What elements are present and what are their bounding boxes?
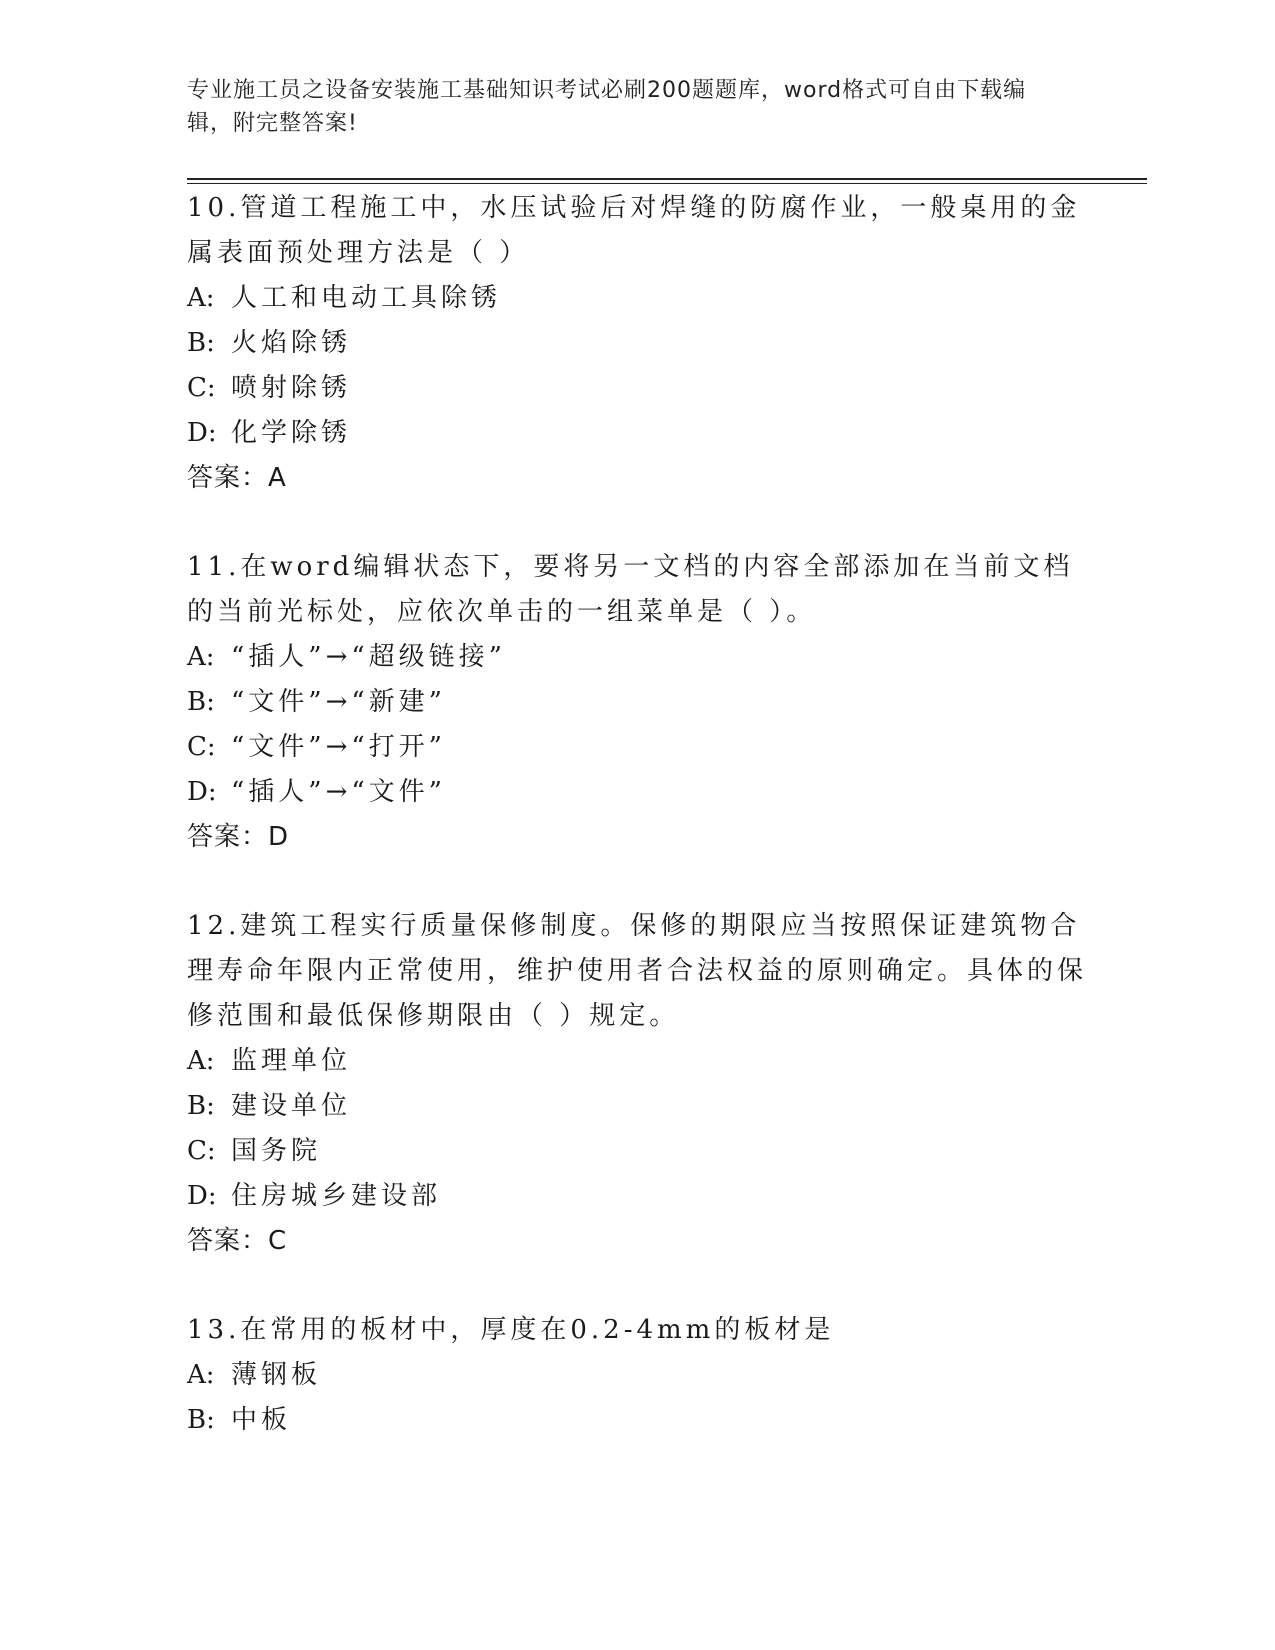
question-13 <box>187 1308 1087 1443</box>
answer-line: 答案：C <box>187 1226 288 1256</box>
option-text: 监理单位 <box>231 1046 352 1076</box>
option-a <box>187 1353 1087 1398</box>
option-a <box>187 1039 1087 1084</box>
question-stem: 13.在常用的板材中，厚度在0.2-4mm的板材是 <box>187 1315 835 1345</box>
option-text: “文件”→“新建” <box>231 687 446 717</box>
question-10 <box>187 186 1087 501</box>
document-header: 专业施工员之设备安装施工基础知识考试必刷200题题库，word格式可自由下载编辑，附完整答案! <box>187 78 1027 136</box>
option-b <box>187 680 1087 725</box>
option-letter: B: <box>187 1091 215 1121</box>
option-text: 人工和电动工具除锈 <box>231 283 502 313</box>
option-d <box>187 411 1087 456</box>
option-text: 住房城乡建设部 <box>231 1181 442 1211</box>
option-text: 火焰除锈 <box>231 328 352 358</box>
option-letter: A: <box>187 1046 215 1076</box>
option-letter: A: <box>187 642 215 672</box>
option-letter: B: <box>187 1405 215 1435</box>
option-letter: C: <box>187 373 216 403</box>
question-11 <box>187 545 1087 860</box>
option-text: “插人”→“文件” <box>231 777 446 807</box>
option-text: 喷射除锈 <box>231 373 352 403</box>
option-letter: B: <box>187 687 215 717</box>
option-b <box>187 1084 1087 1129</box>
option-c <box>187 1129 1087 1174</box>
option-letter: A: <box>187 283 215 313</box>
option-text: 薄钢板 <box>231 1360 322 1390</box>
question-spacer <box>187 501 1087 545</box>
question-stem: 12.建筑工程实行质量保修制度。保修的期限应当按照保证建筑物合理寿命年限内正常使用，维护使用者合法权益的原则确定。具体的保修范围和最低保修期限由（ ）规定。 <box>187 911 1088 1031</box>
option-letter: C: <box>187 1136 216 1166</box>
header-divider <box>187 178 1147 184</box>
option-text: “文件”→“打开” <box>231 732 446 762</box>
option-d <box>187 1174 1087 1219</box>
question-spacer <box>187 1264 1087 1308</box>
option-text: “插人”→“超级链接” <box>231 642 506 672</box>
answer-line: 答案：A <box>187 463 287 493</box>
option-letter: C: <box>187 732 216 762</box>
answer-line: 答案：D <box>187 822 290 852</box>
question-stem: 11.在word编辑状态下，要将另一文档的内容全部添加在当前文档的当前光标处，应依次单击的一组菜单是（ ）。 <box>187 552 1074 627</box>
question-list <box>187 186 1087 1443</box>
option-c <box>187 725 1087 770</box>
option-text: 化学除锈 <box>231 418 352 448</box>
option-b <box>187 321 1087 366</box>
option-letter: D: <box>187 418 217 448</box>
option-c <box>187 366 1087 411</box>
option-a <box>187 635 1087 680</box>
option-b <box>187 1398 1087 1443</box>
option-d <box>187 770 1087 815</box>
option-letter: D: <box>187 777 217 807</box>
option-text: 建设单位 <box>231 1091 352 1121</box>
question-stem: 10.管道工程施工中，水压试验后对焊缝的防腐作业，一般桌用的金属表面预处理方法是（ ） <box>187 193 1081 268</box>
option-text: 中板 <box>231 1405 292 1435</box>
option-letter: A: <box>187 1360 215 1390</box>
question-spacer <box>187 860 1087 904</box>
option-text: 国务院 <box>231 1136 322 1166</box>
question-12 <box>187 904 1087 1264</box>
option-a <box>187 276 1087 321</box>
option-letter: B: <box>187 328 215 358</box>
option-letter: D: <box>187 1181 217 1211</box>
